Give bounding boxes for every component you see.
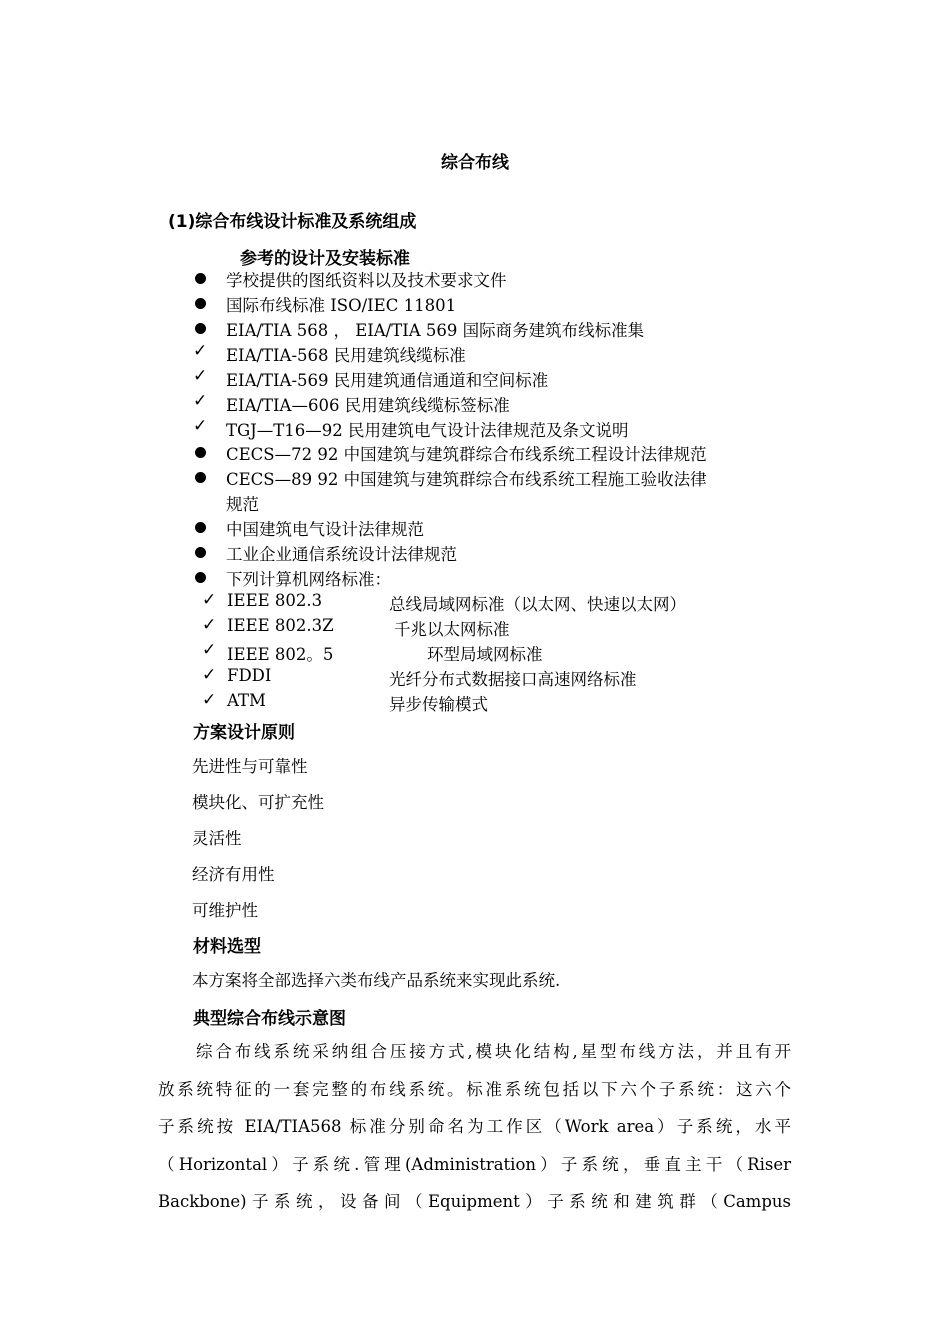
list-item: 先进性与可靠性 — [192, 757, 308, 776]
list-item: 灵活性 — [192, 829, 242, 848]
list-item: 模块化、可扩充性 — [192, 793, 324, 812]
bullet-dot-icon — [195, 472, 206, 483]
list-item: 可维护性 — [192, 901, 258, 920]
bullet-dot-icon — [195, 323, 206, 334]
bullet-dot-icon — [195, 273, 206, 284]
checkmark-icon: ✓ — [193, 366, 208, 386]
paragraph-line: （Horizontal）子系统.管理(Administration）子系统，垂直主干（Riser — [158, 1154, 791, 1174]
checkmark-icon: ✓ — [193, 391, 208, 411]
paragraph-line: 子系统按 EIA/TIA568 标准分别命名为工作区（Work area）子系统，水平 — [158, 1117, 791, 1136]
checkmark-icon: ✓ — [202, 640, 217, 660]
section-heading: (1)综合布线设计标准及系统组成 — [168, 212, 417, 232]
bullet-dot-icon — [195, 572, 206, 583]
standards-heading: 参考的设计及安装标准 — [240, 249, 410, 269]
body-paragraph — [158, 1033, 791, 1221]
bullet-dot-icon — [195, 522, 206, 533]
checkmark-icon: ✓ — [202, 615, 217, 635]
checkmark-icon: ✓ — [193, 416, 208, 436]
document-page: 综合布线 (1)综合布线设计标准及系统组成 参考的设计及安装标准 学校提供的图纸资料以及技术要求文件 国际布线标准 ISO/IEC 11801 EIA/TIA 568 ， EIA/TIA 569 国际商务建筑布线标准集 ✓ EIA/TIA-568 民用建筑线缆标准 ✓ EIA/TIA-569 民用建筑通信通道和空间标准 ✓ EIA/TIA—606 民用建筑线缆标签标准 ✓ TGJ—T16—92 民用建筑电气设计法律规范及条文说明 CECS—72 92 中国建筑与建筑群综合布线系统工程设计法律规范 CECS—89 92 中国建筑与建筑群综合布线系统工程施工验收法律 规范 中国建筑电气设计法律规范 工业企业通信系统设计法律规范 下列计算机网络标准： ✓ IEEE 802.3 总线局域网标准（以太网、快速以太网） ✓ IEEE 802.3Z 千兆以太网标准 ✓ IEEE 802。5 环型局域网标准 ✓ FDDI 光纤分布式数据接口高速网络标准 ✓ ATM 异步传输模式 方案设计原则 先进性与可靠性 模块化、可扩充性 灵活性 经济有用性 可维护性 材料选型 本方案将全部选择六类布线产品系统来实现此系统. 典型综合布线示意图 综合布线系统采纳组合压接方式,模块化结构,星型布线方法，并且有开 放系统特征的一套完整的布线系统。标准系统包括以下六个子系统：这六个 子系统按 EIA/TIA568 标准分别命名为工作区（Work area）子系统，水平 （Horizontal）子系统.管理(Administration）子系统，垂直主干（Riser Backbone)子系统，设备间（Equipment）子系统和建筑群（Campus — [0, 0, 950, 1344]
principles-heading: 方案设计原则 — [193, 723, 295, 743]
checkmark-icon: ✓ — [202, 590, 217, 610]
materials-text: 本方案将全部选择六类布线产品系统来实现此系统. — [192, 971, 561, 990]
diagram-heading: 典型综合布线示意图 — [193, 1009, 346, 1029]
paragraph-line: 放系统特征的一套完整的布线系统。标准系统包括以下六个子系统：这六个 — [158, 1079, 791, 1099]
paragraph-line: 综合布线系统采纳组合压接方式,模块化结构,星型布线方法，并且有开 — [196, 1042, 791, 1061]
paragraph-line: Backbone)子系统，设备间（Equipment）子系统和建筑群（Campus — [158, 1192, 791, 1211]
checkmark-icon: ✓ — [202, 690, 217, 710]
materials-heading: 材料选型 — [193, 937, 261, 957]
list-item: 经济有用性 — [192, 865, 275, 884]
bullet-dot-icon — [195, 298, 206, 309]
checkmark-icon: ✓ — [202, 665, 217, 685]
bullet-dot-icon — [195, 447, 206, 458]
checkmark-icon: ✓ — [193, 341, 208, 361]
page-title: 综合布线 — [441, 153, 509, 173]
bullet-dot-icon — [195, 547, 206, 558]
